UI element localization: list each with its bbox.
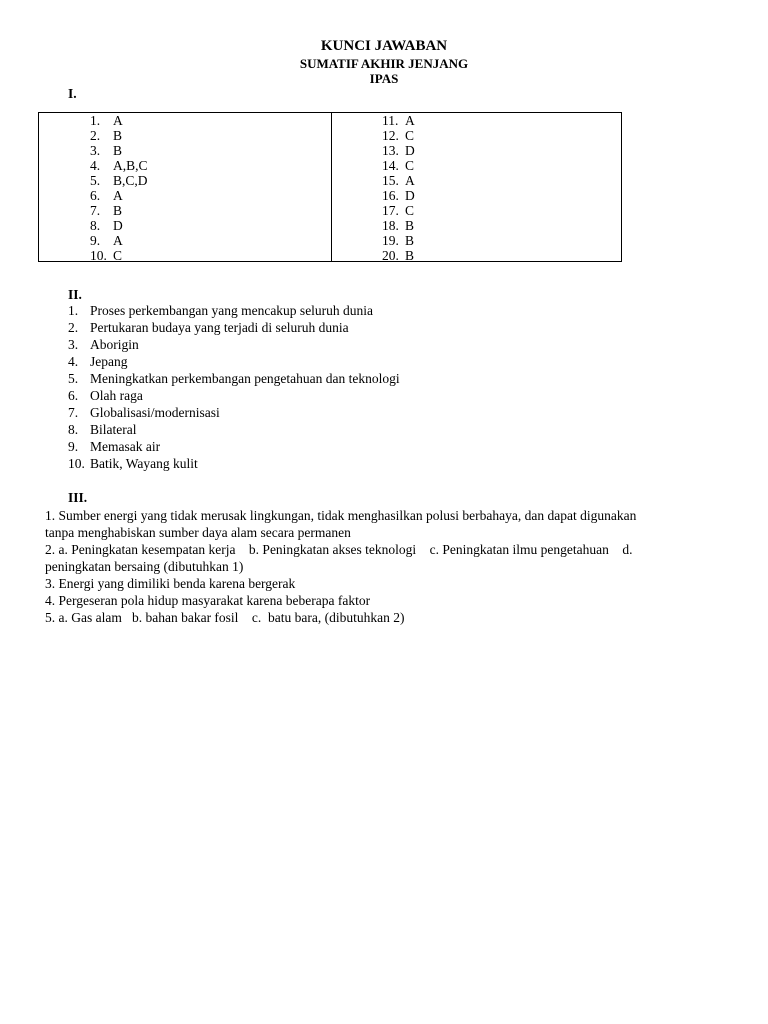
answer-row [382,218,415,233]
list-item-number: 1. [68,303,79,318]
answer-row [90,233,148,248]
answer-number: 12. [382,128,399,143]
answer-number: 19. [382,233,399,248]
section-2-list [68,302,400,472]
list-item [68,404,400,421]
answer-line: 3. Energi yang dimiliki benda karena bergerak [45,576,296,591]
answer-number: 7. [90,203,101,218]
section-2-label: II. [68,287,82,302]
answer-row [90,188,148,203]
answer-line: peningkatan bersaing (dibutuhkan 1) [45,559,244,574]
answer-row [382,128,415,143]
document-subtitle: SUMATIF AKHIR JENJANG [299,56,469,71]
list-item [68,319,400,336]
answer-value: C [405,128,415,143]
answer-row [382,188,415,203]
answer-value: A,B,C [113,158,148,173]
answer-line: 1. Sumber energi yang tidak merusak lingkungan, tidak menghasilkan polusi berbahaya, dan dapat digunakan [45,508,637,523]
answer-number: 18. [382,218,399,233]
answer-value: B [113,143,123,158]
document-title: KUNCI JAWABAN [320,38,448,54]
list-item-number: 10. [68,456,85,471]
answer-value: C [405,203,415,218]
list-item-text: Memasak air [90,439,161,454]
answer-value: C [113,248,123,263]
list-item-number: 9. [68,439,79,454]
answer-value: A [405,173,415,188]
answer-row [382,233,415,248]
list-item-number: 6. [68,388,79,403]
answer-row [382,203,415,218]
list-item-number: 4. [68,354,79,369]
list-item-text: Meningkatkan perkembangan pengetahuan dan teknologi [90,371,400,386]
answer-number: 20. [382,248,399,263]
answer-number: 13. [382,143,399,158]
answer-value: A [405,113,415,128]
answer-value: B [405,248,415,263]
answer-number: 11. [382,113,399,128]
list-item-number: 5. [68,371,79,386]
list-item [68,421,400,438]
answer-value: D [405,188,415,203]
answer-key-table [38,112,622,262]
answer-row [382,113,415,128]
list-item [68,387,400,404]
answer-value: B [113,128,123,143]
list-item-text: Aborigin [90,337,139,352]
list-item-number: 8. [68,422,79,437]
answer-row [382,248,415,263]
answer-value: B [113,203,123,218]
answer-number: 14. [382,158,399,173]
answer-row [90,143,148,158]
answer-column-left [90,113,148,263]
list-item-text: Globalisasi/modernisasi [90,405,220,420]
list-item-text: Jepang [90,354,128,369]
answer-value: A [113,233,123,248]
answer-row [90,128,148,143]
section-1-label: I. [68,86,77,101]
answer-line: 4. Pergeseran pola hidup masyarakat karena beberapa faktor [45,593,371,608]
answer-number: 6. [90,188,101,203]
list-item [68,302,400,319]
section-3-label: III. [68,490,88,505]
answer-number: 1. [90,113,101,128]
answer-column-right [382,113,415,263]
answer-number: 17. [382,203,399,218]
answer-number: 16. [382,188,399,203]
answer-value: A [113,188,123,203]
answer-value: B [405,218,415,233]
answer-row [382,173,415,188]
list-item-number: 7. [68,405,79,420]
list-item [68,336,400,353]
answer-line: 5. a. Gas alam b. bahan bakar fosil c. batu bara, (dibutuhkan 2) [45,610,405,625]
answer-row [90,248,148,263]
list-item-text: Batik, Wayang kulit [90,456,198,471]
answer-row [90,113,148,128]
answer-row [90,218,148,233]
answer-number: 2. [90,128,101,143]
answer-value: D [113,218,123,233]
answer-line: 2. a. Peningkatan kesempatan kerja b. Peningkatan akses teknologi c. Peningkatan ilmu pengetahuan d. [45,542,633,557]
answer-value: B [405,233,415,248]
list-item-text: Bilateral [90,422,137,437]
list-item-text: Proses perkembangan yang mencakup seluruh dunia [90,303,374,318]
list-item [68,353,400,370]
document-subject: IPAS [369,71,399,86]
answer-row [90,158,148,173]
answer-value: B,C,D [113,173,148,188]
answer-value: A [113,113,123,128]
list-item [68,370,400,387]
answer-line: tanpa menghabiskan sumber daya alam secara permanen [45,525,351,540]
answer-row [382,143,415,158]
answer-number: 15. [382,173,399,188]
answer-number: 4. [90,158,101,173]
table-divider [331,113,332,261]
answer-number: 8. [90,218,101,233]
answer-row [90,173,148,188]
answer-number: 10. [90,248,107,263]
answer-number: 5. [90,173,101,188]
answer-row [90,203,148,218]
list-item [68,438,400,455]
answer-number: 9. [90,233,101,248]
answer-number: 3. [90,143,101,158]
list-item [68,455,400,472]
answer-value: D [405,143,415,158]
section-3-answers [45,507,725,626]
answer-row [382,158,415,173]
list-item-text: Olah raga [90,388,143,403]
list-item-number: 3. [68,337,79,352]
list-item-text: Pertukaran budaya yang terjadi di seluruh dunia [90,320,349,335]
answer-value: C [405,158,415,173]
list-item-number: 2. [68,320,79,335]
